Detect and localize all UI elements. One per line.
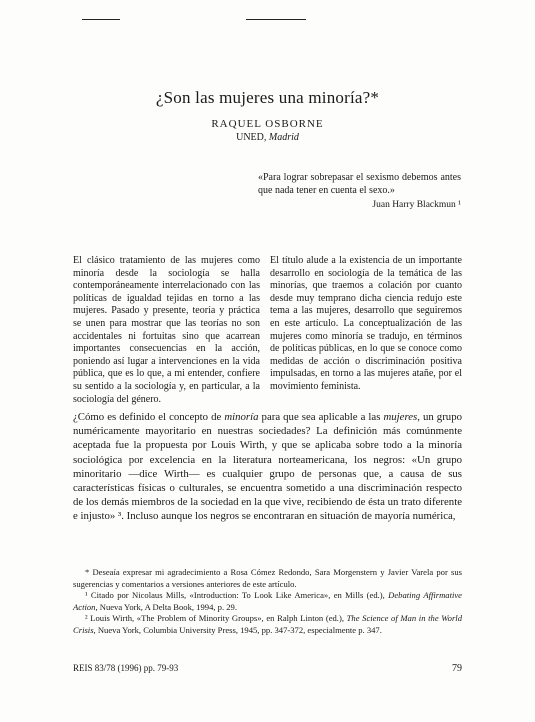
affiliation-city: , Madrid <box>263 132 299 143</box>
abstract-column-2: El título alude a la existencia de un importante desarrollo en sociología de la temática de las minorías, que traemos a colación por cuanto desde muy temprano dicha ciencia redujo este tema a las mujeres, desarrollo que seguiremos en este artículo. La conceptualización de las mujeres como minoría se tradujo, en términos de políticas públicas, en lo que se conoce como medidas de acción o discriminación positiva impulsadas, en torno a las mujeres atañe, por el movimiento feminista. <box>270 255 462 392</box>
header-rule-right <box>246 19 306 20</box>
footnote-text: , Nueva York, Columbia University Press, 1945, pp. 347-372, especialmente p. 347. <box>93 624 382 635</box>
footnote-book-title: The Science of Man in the World Crisis <box>73 613 462 635</box>
abstract-column-1: El clásico tratamiento de las mujeres como minoría desde la sociología se halla contemporáneamente interrelacionado con las políticas de igualdad tejidas en torno a las mujeres. Pasado y presente, teoría y práctica se unen para mostrar que las teorías no son accidentales ni fortuitas sino que acarrean importantes consecuencias en la acción, poniendo así lugar a intervenciones en la vida pública, que es lo que, a mi entender, confiere su sentido a la sociología y, en particular, a la sociología del género. <box>73 255 260 405</box>
footnote-1: * Deseaía expresar mi agradecimiento a Rosa Cómez Redondo, Sara Morgenstern y Javier Varela por sus sugerencias y comentarios a versiones anteriores de este artículo. <box>73 567 462 589</box>
page-number: 79 <box>452 663 462 674</box>
body-text <box>73 410 462 524</box>
footnote-text: ² Louis Wirth, «The Problem of Minority Groups», en Ralph Linton (ed.), <box>85 613 347 624</box>
body-text-span: ¿Cómo es definido el concepto de <box>73 411 225 423</box>
article-title: ¿Son las mujeres una minoría?* <box>155 88 380 107</box>
footnote-text: ¹ Citado por Nicolaus Mills, «Introduction: To Look Like America», en Mills (ed.), <box>85 590 389 601</box>
body-paragraph <box>73 410 462 524</box>
body-emphasis-mujeres: mujeres <box>383 411 418 423</box>
affiliation-institution: UNED <box>236 132 264 143</box>
body-emphasis-minoria: minoría <box>224 411 259 423</box>
footnote-3 <box>73 613 462 636</box>
journal-citation: REIS 83/78 (1996) pp. 79-93 <box>73 663 179 673</box>
footnote-2 <box>73 590 462 613</box>
footnotes <box>73 567 462 637</box>
author-name: RAQUEL OSBORNE <box>211 118 324 130</box>
page-footer <box>73 663 462 674</box>
epigraph-attribution: Juan Harry Blackmun ¹ <box>372 200 461 210</box>
header-rule-left <box>82 19 120 20</box>
footnote-text: , Nueva York, A Delta Book, 1994, p. 29. <box>95 601 237 612</box>
body-text-span: , un grupo numéricamente mayoritario en nuestras sociedades? La definición más comúnmente aceptada fue la propuesta por Louis Wirth, y que se aplicaba sobre todo a la minoría sociológica por excelencia en la literatura norteamericana, los negros: «Un grupo minoritario —dice Wirth— es cualquier grupo de personas que, a causa de sus características físicas o culturales, se encuentra sometido a una discriminación respecto de los demás miembros de la sociedad en la que vive, recibiendo de ésta un trato diferente e injusto» ³. Incluso aunque los negros se encontraran en situación de mayoría numérica, <box>73 411 462 523</box>
footnote-book-title: Debating Affirmative Action <box>73 590 462 612</box>
author-affiliation <box>0 132 535 143</box>
epigraph-quote: «Para lograr sobrepasar el sexismo debemos antes que nada tener en cuenta el sexo.» <box>258 172 461 196</box>
body-text-span: para que sea aplicable a las <box>258 411 384 423</box>
